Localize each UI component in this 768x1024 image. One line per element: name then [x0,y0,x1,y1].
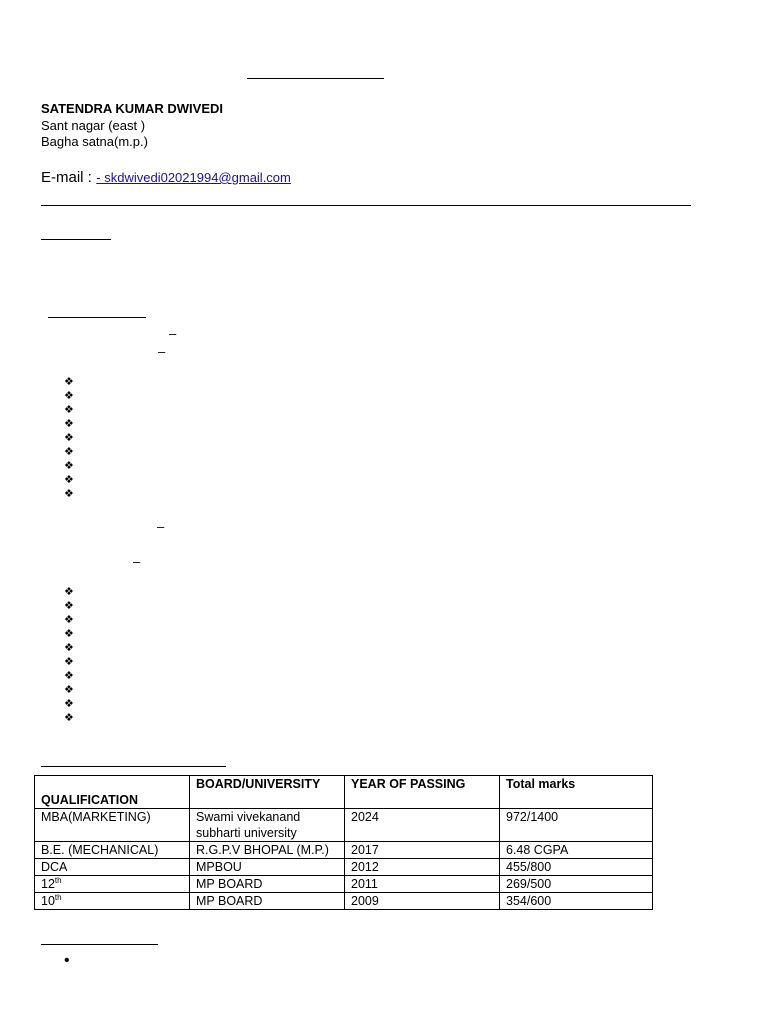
education-heading-underline [41,766,226,767]
list-item: ❖ [64,418,74,430]
qualification-number: 10 [41,894,55,908]
address-line-2: Bagha satna(m.p.) [41,134,148,149]
cell-year: 2009 [345,893,500,910]
objective-heading-underline [41,239,111,240]
list-item: ❖ [64,474,74,486]
skills-heading-underline [41,944,158,945]
list-item: ❖ [64,642,74,654]
list-item: ❖ [64,600,74,612]
email-row [41,169,291,187]
cell-qualification [35,893,190,910]
cell-marks: 972/1400 [500,809,653,842]
cell-board: MP BOARD [190,876,345,893]
cell-year: 2024 [345,809,500,842]
list-item: ❖ [64,432,74,444]
cell-marks: 354/600 [500,893,653,910]
skills-bullet: • [64,952,70,969]
column-header-qualification: QUALIFICATION [35,776,190,809]
experience-2-bullets [64,585,74,725]
cell-marks: 6.48 CGPA [500,842,653,859]
table-row [35,859,653,876]
header-separator [41,205,691,206]
experience-1-bullets [64,375,74,501]
cell-board: MPBOU [190,859,345,876]
qualification-ordinal: th [54,876,62,885]
experience-heading-underline [48,317,146,318]
cell-board: MP BOARD [190,893,345,910]
cell-board: R.G.P.V BHOPAL (M.P.) [190,842,345,859]
list-item: ❖ [64,446,74,458]
table-row [35,842,653,859]
list-item: ❖ [64,656,74,668]
column-header-year: YEAR OF PASSING [345,776,500,809]
cell-marks: 269/500 [500,876,653,893]
qualification-number: 12 [41,877,55,891]
cell-qualification: MBA(MARKETING) [35,809,190,842]
list-item: ❖ [64,390,74,402]
list-item: ❖ [64,614,74,626]
cell-year: 2012 [345,859,500,876]
list-item: ❖ [64,684,74,696]
cell-year: 2011 [345,876,500,893]
email-link[interactable]: - skdwivedi02021994@gmail.com [96,170,291,185]
cell-board: Swami vivekanand subharti university [190,809,345,842]
list-item: ❖ [64,586,74,598]
experience-2-dash-a: – [157,519,165,534]
column-header-marks: Total marks [500,776,653,809]
cell-qualification [35,876,190,893]
cell-marks: 455/800 [500,859,653,876]
list-item: ❖ [64,698,74,710]
table-row [35,876,653,893]
list-item: ❖ [64,460,74,472]
list-item: ❖ [64,488,74,500]
cell-year: 2017 [345,842,500,859]
experience-1-dash-b: – [158,344,166,359]
address-line-1: Sant nagar (east ) [41,118,146,133]
table-row [35,893,653,910]
list-item: ❖ [64,628,74,640]
title-underline [247,78,384,79]
experience-1-dash-a: – [169,326,177,341]
education-table [34,775,653,910]
table-header-row [35,776,653,809]
experience-2-dash-b: – [133,554,141,569]
cell-qualification: B.E. (MECHANICAL) [35,842,190,859]
list-item: ❖ [64,404,74,416]
list-item: ❖ [64,376,74,388]
candidate-name: SATENDRA KUMAR DWIVEDI [41,101,223,116]
column-header-board: BOARD/UNIVERSITY [190,776,345,809]
qualification-ordinal: th [54,893,62,902]
list-item: ❖ [64,670,74,682]
email-label: E-mail : [41,169,92,186]
list-item: ❖ [64,712,74,724]
table-row [35,809,653,842]
cell-qualification: DCA [35,859,190,876]
